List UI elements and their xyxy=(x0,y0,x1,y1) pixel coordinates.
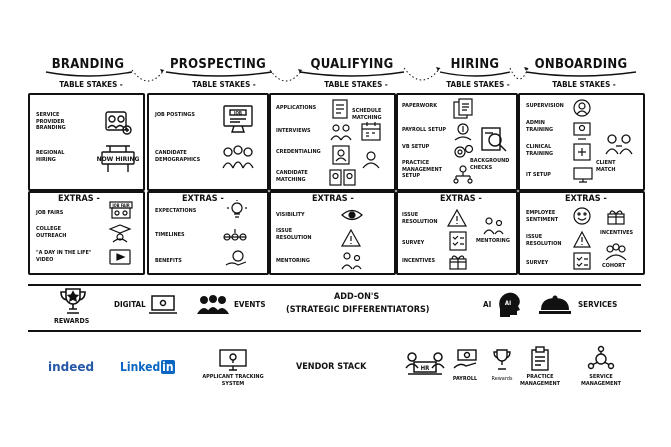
application-form-icon xyxy=(330,98,350,120)
payroll-hand-money-icon xyxy=(452,348,480,372)
addons-top-divider xyxy=(28,284,641,286)
issue-warning-icon xyxy=(340,228,362,248)
prospecting-extras-title: EXTRAS - xyxy=(182,194,224,204)
table-stakes-label-onboarding: TABLE STAKES - xyxy=(552,80,616,89)
hiring-extra-incentives: INCENTIVES xyxy=(402,258,436,264)
branding-extras-title: EXTRAS - xyxy=(58,194,100,204)
hiring-item-payroll-setup: PAYROLL SETUP xyxy=(402,127,447,133)
events-people-icon xyxy=(196,294,230,316)
hiring-item-background-checks: BACKGROUND CHECKS xyxy=(470,158,510,171)
table-stakes-label-branding: TABLE STAKES - xyxy=(59,80,123,89)
table-stakes-label-qualifying: TABLE STAKES - xyxy=(324,80,388,89)
sentiment-people-icon xyxy=(572,206,592,226)
onboarding-extra-employee-sentiment: EMPLOYEE SENTIMENT xyxy=(526,210,559,223)
vendor-indeed-logo: indeed xyxy=(48,360,95,374)
hiring-extra-mentoring: MENTORING xyxy=(476,238,510,244)
credential-badge-icon xyxy=(330,144,352,166)
prospecting-item-job-postings: JOB POSTINGS xyxy=(155,112,195,118)
addon-rewards: REWARDS xyxy=(54,317,90,325)
mentoring-people-icon xyxy=(340,250,364,270)
payroll-coins-icon xyxy=(452,122,474,142)
timeline-icon xyxy=(222,227,248,245)
paperwork-documents-icon xyxy=(452,98,474,120)
trophy-icon xyxy=(58,286,88,316)
onboarding-item-supervision: SUPERVISION xyxy=(526,103,564,109)
issue-warning-icon xyxy=(572,230,592,250)
vendor-linkedin-logo xyxy=(120,360,175,374)
hiring-extra-issue-resolution: ISSUE RESOLUTION xyxy=(402,212,438,225)
service-management-network-icon xyxy=(587,346,615,372)
qualifying-extra-mentoring: MENTORING xyxy=(276,258,310,264)
background-check-magnifier-icon xyxy=(480,126,508,154)
eye-visibility-icon xyxy=(340,207,364,223)
cohort-group-icon xyxy=(604,242,628,262)
onboarding-extras-title: EXTRAS - xyxy=(565,194,607,204)
onboarding-extra-cohort: COHORT xyxy=(602,263,626,269)
job-fair-booth-icon xyxy=(108,200,134,220)
issue-warning-icon xyxy=(446,208,468,228)
stage-title-branding: BRANDING xyxy=(51,57,125,72)
survey-checklist-icon xyxy=(572,251,592,271)
prospecting-extra-benefits: BENEFITS xyxy=(155,258,182,264)
onboarding-item-admin-training: ADMIN TRAINING xyxy=(526,120,554,133)
benefits-hand-icon xyxy=(224,249,248,269)
supervision-badge-icon xyxy=(572,98,592,118)
onboarding-extra-incentives: INCENTIVES xyxy=(600,230,634,236)
job-posting-monitor-icon xyxy=(222,104,254,134)
service-cloche-icon xyxy=(538,294,572,316)
qualifying-item-schedule-matching: SCHEDULE MATCHING xyxy=(352,108,382,121)
candidate-profile-icon xyxy=(360,148,382,170)
hiring-item-vb-setup: VB SETUP xyxy=(402,144,430,150)
addons-title: ADD-ON'S xyxy=(334,292,380,302)
handshake-people-icon xyxy=(100,108,132,136)
vendor-service-label: SERVICE MANAGEMENT xyxy=(581,374,621,387)
lightbulb-idea-icon xyxy=(226,200,248,220)
hiring-item-paperwork: PAPERWORK xyxy=(402,103,438,109)
stage-title-prospecting: PROSPECTING xyxy=(169,57,267,72)
qualifying-item-applications: APPLICATIONS xyxy=(276,105,317,111)
qualifying-extra-issue-resolution: ISSUE RESOLUTION xyxy=(276,228,312,241)
hiring-item-practice-management-setup: PRACTICE MANAGEMENT SETUP xyxy=(402,160,442,179)
ats-monitor-icon xyxy=(218,348,248,372)
ai-head-icon xyxy=(496,291,522,319)
practice-clipboard-icon xyxy=(530,346,550,372)
vendor-ats-label: APPLICANT TRACKING SYSTEM xyxy=(202,374,264,387)
demographics-people-icon xyxy=(220,144,256,172)
candidate-match-icon xyxy=(328,168,358,188)
mentoring-people-icon xyxy=(482,215,506,235)
now-hiring-sign-text: NOW HIRING xyxy=(96,156,140,163)
hiring-extra-survey: SURVEY xyxy=(402,240,425,246)
branding-extra-job-fairs: JOB FAIRS xyxy=(36,210,64,216)
video-film-icon xyxy=(108,247,132,267)
linkedin-badge: in xyxy=(162,360,174,374)
laptop-icon xyxy=(148,294,178,316)
clinical-training-icon xyxy=(572,142,592,162)
hr-badge-text: HR xyxy=(420,365,430,372)
addon-events: EVENTS xyxy=(234,300,266,309)
graduation-people-icon xyxy=(108,223,132,243)
qualifying-extra-visibility: VISIBILITY xyxy=(276,212,305,218)
stage-title-onboarding: ONBOARDING xyxy=(534,57,628,72)
addon-digital: DIGITAL xyxy=(114,300,146,309)
qualifying-item-interviews: INTERVIEWS xyxy=(276,128,311,134)
qualifying-extras-title: EXTRAS - xyxy=(312,194,354,204)
onboarding-extra-survey: SURVEY xyxy=(526,260,549,266)
now-hiring-sign-icon xyxy=(96,142,140,174)
prospecting-item-candidate-demographics: CANDIDATE DEMOGRAPHICS xyxy=(155,150,201,163)
schedule-calendar-icon xyxy=(360,120,382,142)
job-fair-sign-text: JOB FAIR xyxy=(112,203,130,208)
onboarding-item-it-setup: IT SETUP xyxy=(526,172,551,178)
addon-ai: AI xyxy=(483,300,492,309)
addons-bottom-divider xyxy=(28,330,641,332)
qualifying-item-candidate-matching: CANDIDATE MATCHING xyxy=(276,170,308,183)
onboarding-extra-issue-resolution: ISSUE RESOLUTION xyxy=(526,234,562,247)
table-stakes-label-prospecting: TABLE STAKES - xyxy=(192,80,256,89)
interview-people-icon xyxy=(330,122,352,142)
vendor-stack-title: VENDOR STACK xyxy=(296,362,367,372)
prospecting-extra-expectations: EXPECTATIONS xyxy=(155,208,197,214)
incentives-gift-icon xyxy=(448,253,468,271)
hiring-extras-title: EXTRAS - xyxy=(440,194,482,204)
rewards-trophy-icon xyxy=(491,348,513,372)
job-screen-text: JOB xyxy=(233,111,243,117)
vendor-practice-label: PRACTICE MANAGEMENT xyxy=(520,374,560,387)
stage-title-hiring: HIRING xyxy=(450,57,500,72)
branding-extra-day-in-life-video: "A DAY IN THE LIFE" VIDEO xyxy=(36,250,92,263)
addons-subtitle: (STRATEGIC DIFFERENTIATORS) xyxy=(286,305,430,315)
ai-head-text: AI xyxy=(504,300,512,307)
onboarding-item-clinical-training: CLINICAL TRAINING xyxy=(526,144,554,157)
vendor-rewards-label: Rewards xyxy=(491,376,513,382)
qualifying-item-credentialing: CREDENTIALING xyxy=(276,149,321,155)
vendor-payroll-label: PAYROLL xyxy=(452,376,478,382)
stage-title-qualifying: QUALIFYING xyxy=(310,57,394,72)
setup-gears-icon xyxy=(452,142,474,162)
table-stakes-label-hiring: TABLE STAKES - xyxy=(446,80,510,89)
branding-item-regional-hiring: REGIONAL HIRING xyxy=(36,150,65,163)
admin-training-icon xyxy=(572,120,592,140)
branding-extra-college-outreach: COLLEGE OUTREACH xyxy=(36,226,67,239)
addon-services: SERVICES xyxy=(578,300,618,309)
client-match-people-icon xyxy=(604,132,634,156)
prospecting-extra-timelines: TIMELINES xyxy=(155,232,185,238)
management-people-icon xyxy=(452,164,474,184)
branding-item-service-provider-branding: SERVICE PROVIDER BRANDING xyxy=(36,112,66,131)
onboarding-item-client-match: CLIENT MATCH xyxy=(596,160,616,173)
linkedin-text: Linked xyxy=(120,360,161,374)
it-setup-computer-icon xyxy=(572,166,594,184)
hr-desk-icon xyxy=(404,350,446,382)
incentives-gift-icon xyxy=(606,208,626,226)
survey-checklist-icon xyxy=(448,230,468,252)
